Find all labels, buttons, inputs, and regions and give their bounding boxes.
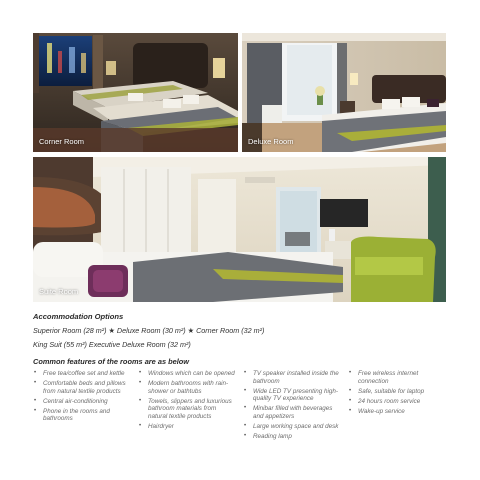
features-column-2: [138, 370, 236, 433]
features-column-1: [33, 370, 131, 425]
accommodation-line-1: Superior Room (28 m²) ★ Deluxe Room (30 m²) ★ Corner Room (32 m²): [33, 326, 265, 335]
deluxe-room-photo: [242, 33, 446, 152]
suite-room-image: [33, 157, 446, 302]
feature-item: • Phone in the rooms and bathrooms: [33, 408, 131, 423]
feature-item: • Free tea/coffee set and kettle: [33, 370, 131, 378]
accommodation-title: Accommodation Options: [33, 312, 124, 321]
features-title: Common features of the rooms are as below: [33, 357, 190, 366]
feature-item: • TV speaker installed inside the bathroom: [243, 370, 341, 385]
feature-item: • Wake-up service: [348, 408, 446, 416]
feature-item: • Minibar filled with beverages and appetizers: [243, 405, 341, 420]
suite-room-photo: [33, 157, 446, 302]
suite-room-caption: Suite Room: [39, 287, 79, 296]
corner-room-photo: [33, 33, 238, 152]
feature-item: • 24 hours room service: [348, 398, 446, 406]
feature-item: • Hairdryer: [138, 423, 236, 431]
corner-room-caption: Corner Room: [39, 137, 85, 146]
features-column-4: [348, 370, 446, 418]
feature-item: • Central air-conditioning: [33, 398, 131, 406]
feature-item: • Comfortable beds and pillows from natural textile products: [33, 380, 131, 395]
feature-item: • Large working space and desk: [243, 423, 341, 431]
feature-item: • Windows which can be opened: [138, 370, 236, 378]
feature-item: • Free wireless internet connection: [348, 370, 446, 385]
deluxe-room-caption: Deluxe Room: [248, 137, 294, 146]
features-column-3: [243, 370, 341, 443]
accommodation-line-2: King Suit (55 m²) Executive Deluxe Room (32 m²): [33, 340, 191, 349]
feature-item: • Wide LED TV presenting high-quality TV experience: [243, 388, 341, 403]
deluxe-room-image: [242, 33, 446, 152]
feature-item: • Reading lamp: [243, 433, 341, 441]
feature-item: • Modern bathrooms with rain-shower or bathtubs: [138, 380, 236, 395]
feature-item: • Safe, suitable for laptop: [348, 388, 446, 396]
feature-item: • Towels, slippers and luxurious bathroom materials from natural textile products: [138, 398, 236, 421]
corner-room-image: [33, 33, 238, 152]
